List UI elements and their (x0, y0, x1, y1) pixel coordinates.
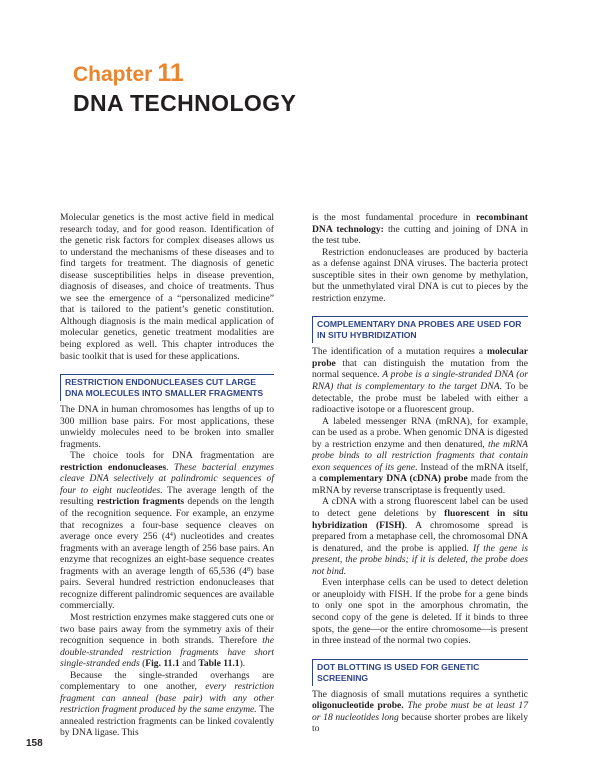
intro-paragraph: Molecular genetics is the most active field in medical research today, and for good reason. Identification of the genetic risk factors for complex diseases allows us to understand the mechanisms of these diseases and to find targets for treatment. The diagnosis of genetic disease susceptibilities helps in disease prevention, diagnosis of diseases, and choice of treatments. Thus we see the emergence of a “personalized medicine” that is tailored to the patient’s genetic constitution. Although diagnosis is the main medical application of molecular genetics, genetic treatment modalities are being explored as well. This chapter introduces the basic toolkit that is used for these applications. (60, 212, 274, 362)
paragraph: The choice tools for DNA fragmentation are restriction endonucleases. These bacterial enzymes cleave DNA selectively at palindromic sequences of four to eight nucleotides. The average length of the resulting restriction fragments depends on the length of the recognition sequence. For example, an enzyme that recognizes a four-base sequence cleaves on average once every 256 $(4^4)$ nucleotides and creates fragments with an average length of 256 base pairs. An enzyme that recognizes an eight-base sequence creates fragments with an average length of 65,536 $(4^8)$ base pairs. Several hundred restriction endonucleases that recognize different palindromic sequences are available commercially. (60, 450, 275, 612)
paragraph: A labeled messenger RNA (mRNA), for example, can be used as a probe. When genomic DNA is digested by a restriction enzyme and then denatured, the mRNA probe binds to all restriction fragments that contain exon sequences of its gene. Instead of the mRNA itself, a complementary DNA (cDNA) probe made from the mRNA by reverse transcriptase is frequently used. (312, 415, 528, 496)
right-column (312, 212, 528, 735)
figure-reference-link[interactable]: Fig. 11.1 (145, 658, 180, 670)
section-heading-complementary-dna-probes: COMPLEMENTARY DNA PROBES ARE USED FOR IN SITU HYBRIDIZATION (312, 316, 528, 343)
paragraph: Even interphase cells can be used to detect deletion or aneuploidy with FISH. If the probe for a gene binds to only one spot in the amorphous chromatin, the second copy of the gene is deleted. If it binds to three spots, the gene—or the entire chromosome—is present in three instead of the normal two copies. (312, 577, 528, 647)
left-column (60, 212, 274, 739)
page-number: 158 (26, 738, 43, 749)
paragraph: Restriction endonucleases are produced by bacteria as a defense against DNA viruses. The bacteria protect susceptible sites in their own genome by methylation, but the unmethylated viral DNA is cut to pieces by the restriction enzyme. (312, 246, 528, 304)
table-reference-link[interactable]: Table 11.1 (198, 658, 240, 670)
paragraph: The DNA in human chromosomes has lengths of up to 300 million base pairs. For most applications, these unwieldy molecules need to be broken into smaller fragments. (60, 404, 274, 450)
section-heading-restriction-endonucleases: RESTRICTION ENDONUCLEASES CUT LARGE DNA MOLECULES INTO SMALLER FRAGMENTS (60, 374, 274, 401)
chapter-label: Chapter 11 (73, 59, 184, 87)
paragraph: The diagnosis of small mutations requires a synthetic oligonucleotide probe. The probe must be at least 17 or 18 nucleotides long because shorter probes are likely to (312, 688, 528, 735)
paragraph: is the most fundamental procedure in recombinant DNA technology: the cutting and joining of DNA in the test tube. (312, 212, 528, 247)
paragraph: Because the single-stranded overhangs are complementary to one another, every restriction fragment can anneal (base pair) with any other restriction fragment produced by the same enzyme. The annealed restriction fragments can be linked covalently by DNA ligase. This (60, 669, 274, 739)
chapter-number: 11 (157, 59, 184, 87)
paragraph: Most restriction enzymes make staggered cuts one or two base pairs away from the symmetry axis of their recognition sequence in both strands. Therefore the double-stranded restriction fragments have short single-stranded ends (Fig. 11.1 and Table 11.1). (60, 611, 274, 670)
chapter-title: DNA TECHNOLOGY (73, 90, 297, 116)
paragraph: A cDNA with a strong fluorescent label can be used to detect gene deletions by fluorescent in situ hybridization (FISH). A chromosome spread is prepared from a metaphase cell, the chromosomal DNA is denatured, and the probe is applied. If the gene is present, the probe binds; if it is deleted, the probe does not bind. (312, 496, 529, 577)
paragraph: The identification of a mutation requires a molecular probe that can distinguish the mutation from the normal sequence. A probe is a single-stranded DNA (or RNA) that is complementary to the target DNA. To be detectable, the probe must be labeled with either a radioactive isotope or a fluorescent group. (312, 346, 528, 416)
section-heading-dot-blotting: DOT BLOTTING IS USED FOR GENETIC SCREENING (312, 659, 528, 686)
